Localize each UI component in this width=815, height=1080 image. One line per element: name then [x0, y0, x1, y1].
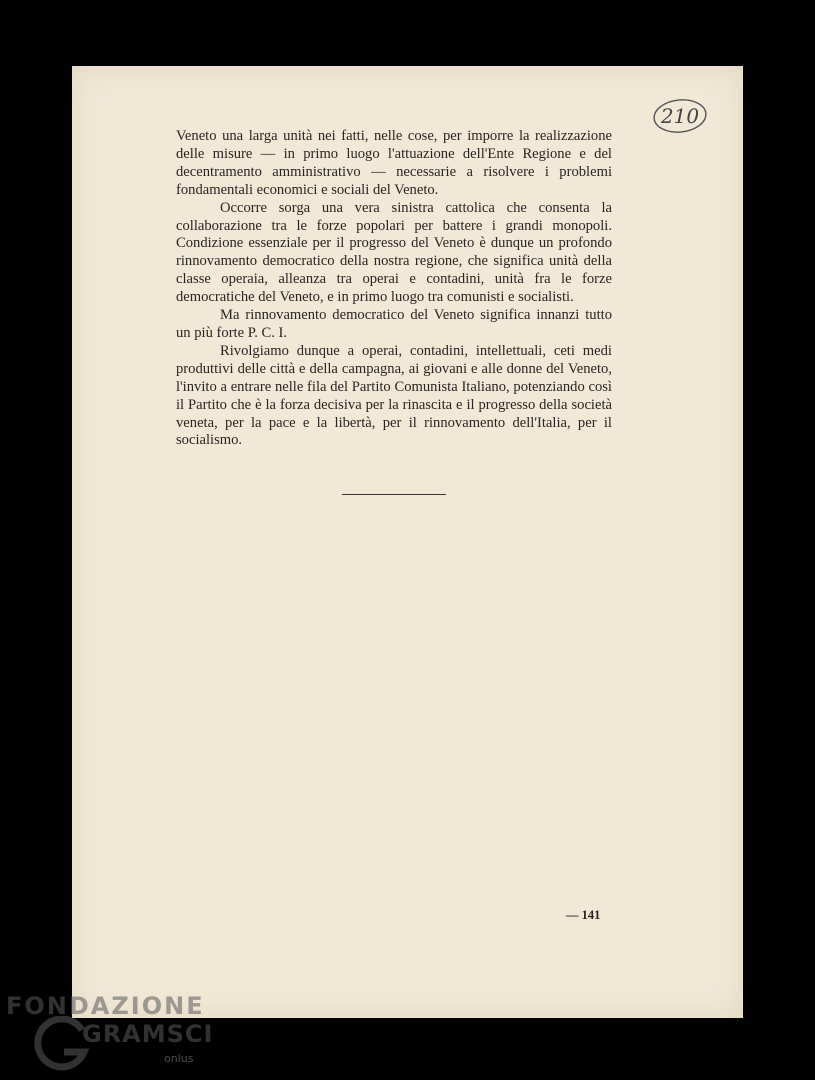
- watermark-line2: GRAMSCI: [82, 1020, 214, 1048]
- watermark-line1: FONDAZIONE: [6, 992, 205, 1020]
- watermark-line3: onlus: [164, 1052, 194, 1065]
- paragraph-1: Veneto una larga unità nei fatti, nelle cose, per imporre la realizzazione delle misure — in primo luogo l'attuazione dell'Ente Regione e del decentramento amministrativo — necessarie a risolvere i problemi fondamentali economici e sociali del Veneto.: [176, 128, 612, 198]
- body-text: [176, 128, 612, 450]
- paragraph-3: Ma rinnovamento democratico del Veneto significa innanzi tutto un più forte P. C. I.: [176, 307, 612, 341]
- watermark-logo: [0, 986, 214, 1080]
- paragraph-4: Rivolgiamo dunque a operai, contadini, intellettuali, ceti medi produttivi delle città e della campagna, ai giovani e alle donne del Veneto, l'invito a entrare nelle fila del Partito Comunista Italiano, potenziando così il Partito che è la forza decisiva per la rinascita e il progresso della società veneta, per la pace e la libertà, per il rinnovamento dell'Italia, per il socialismo.: [176, 342, 612, 449]
- section-separator: [342, 494, 446, 495]
- handwritten-page-number: [652, 96, 708, 136]
- paragraph-2: Occorre sorga una vera sinistra cattolica che consenta la collaborazione tra le forze popolari per battere i grandi monopoli. Condizione essenziale per il progresso del Veneto è dunque un profondo rinnovamento democratico della nostra regione, che significa unità della classe operaia, alleanza tra operai e contadini, unità fra le forze democratiche del Veneto, e in primo luogo tra comunisti e socialisti.: [176, 199, 612, 306]
- handwritten-circle-icon: [652, 96, 708, 136]
- page-folio: — 141: [566, 908, 601, 922]
- handwritten-number-text: 210: [660, 104, 700, 128]
